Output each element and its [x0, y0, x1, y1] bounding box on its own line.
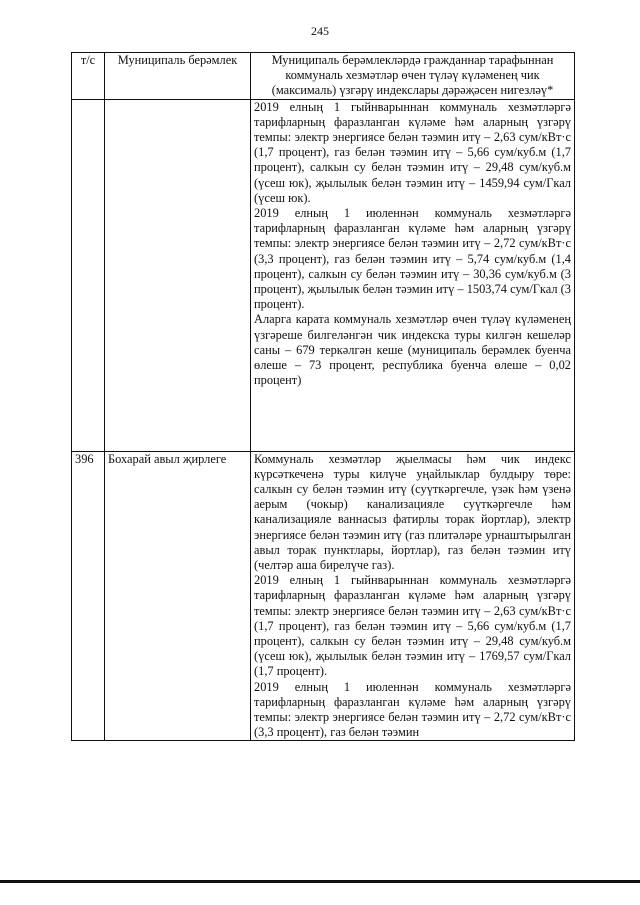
- row-municipality: [105, 99, 251, 451]
- header-number: т/с: [72, 53, 105, 100]
- table-row: [72, 99, 575, 451]
- table-header-row: [72, 53, 575, 100]
- row-paragraph: Коммуналь хезмәтләр җыелмасы һәм чик индекс күрсәткеченә туры килүче уңайлыклар булдыру төре: салкын су белән тәэмин итү (суүткәргечле, үзәк һәм үзенә аерым (чокыр) канализацияле суүткәргечле һәм канализацияле ваннасыз фатирлы торак йортлар), электр энергиясе белән тәэмин итү (газ плитәләре урнаштырылган авыл торак пунктлары, йортлар), газ белән тәэмин итү (челтәр аша бирелүче газ).: [254, 451, 571, 573]
- row-justification: [251, 451, 575, 741]
- row-paragraph: 2019 елның 1 июленнән коммуналь хезмәтләргә тарифларның фаразланган күләме һәм аларның үзгәрү темпы: электр энергиясе белән тәэмин итү – 2,72 сум/кВт·с (3,3 процент), газ белән тәэмин итү – 5,74 сум/куб.м (1,4 процент), салкын су белән тәэмин итү – 30,36 сум/куб.м (3 процент), җылылык белән тәэмин итү – 1503,74 сум/Гкал (3 процент).: [254, 206, 571, 312]
- row-paragraph: 2019 елның 1 июленнән коммуналь хезмәтләргә тарифларның фаразланган күләме һәм аларның үзгәрү темпы: электр энергиясе белән тәэмин итү – 2,72 сум/кВт·с (3,3 процент), газ белән тәэмин: [254, 679, 571, 740]
- utility-index-table: [71, 52, 575, 741]
- row-number: 396: [72, 451, 105, 741]
- row-number: [72, 99, 105, 451]
- row-justification: [251, 99, 575, 451]
- header-justification: Муниципаль берәмлекләрдә гражданнар тарафыннан коммуналь хезмәтләр өчен түләү күләменең чик (максималь) үзгәрү индекслары дәрәҗәсен нигезләү*: [251, 53, 575, 100]
- row-paragraph: Аларга карата коммуналь хезмәтләр өчен түләү күләменең үзгәреше билгеләнгән чик индекска туры килгән кешеләр саны – 679 теркәлгән кеше (муниципаль берәмлек буенча өлеше – 73 процент, республика буенча өлеше – 0,02 процент): [254, 312, 571, 388]
- row-paragraph: 2019 елның 1 гыйнварыннан коммуналь хезмәтләргә тарифларның фаразланган күләме һәм аларның үзгәрү темпы: электр энергиясе белән тәэмин итү – 2,63 сум/кВт·с (1,7 процент), газ белән тәэмин итү – 5,66 сум/куб.м (1,7 процент), салкын су белән тәэмин итү – 29,48 сум/куб.м (үсеш юк), җылылык белән тәэмин итү – 1769,57 сум/Гкал (1,7 процент).: [254, 573, 571, 679]
- page-number: 245: [311, 24, 329, 38]
- header-municipality: Муниципаль берәмлек: [105, 53, 251, 100]
- row-paragraph: 2019 елның 1 гыйнварыннан коммуналь хезмәтләргә тарифларның фаразланган күләме һәм аларның үзгәрү темпы: электр энергиясе белән тәэмин итү – 2,63 сум/кВт·с (1,7 процент), газ белән тәэмин итү – 5,66 сум/куб.м (1,7 процент), салкын су белән тәэмин итү – 29,48 сум/куб.м (үсеш юк), җылылык белән тәэмин итү – 1459,94 сум/Гкал (үсеш юк).: [254, 99, 571, 205]
- row-municipality: Бохарай авыл җирлеге: [105, 451, 251, 741]
- table-row: [72, 451, 575, 741]
- scan-edge-bar: [0, 880, 640, 883]
